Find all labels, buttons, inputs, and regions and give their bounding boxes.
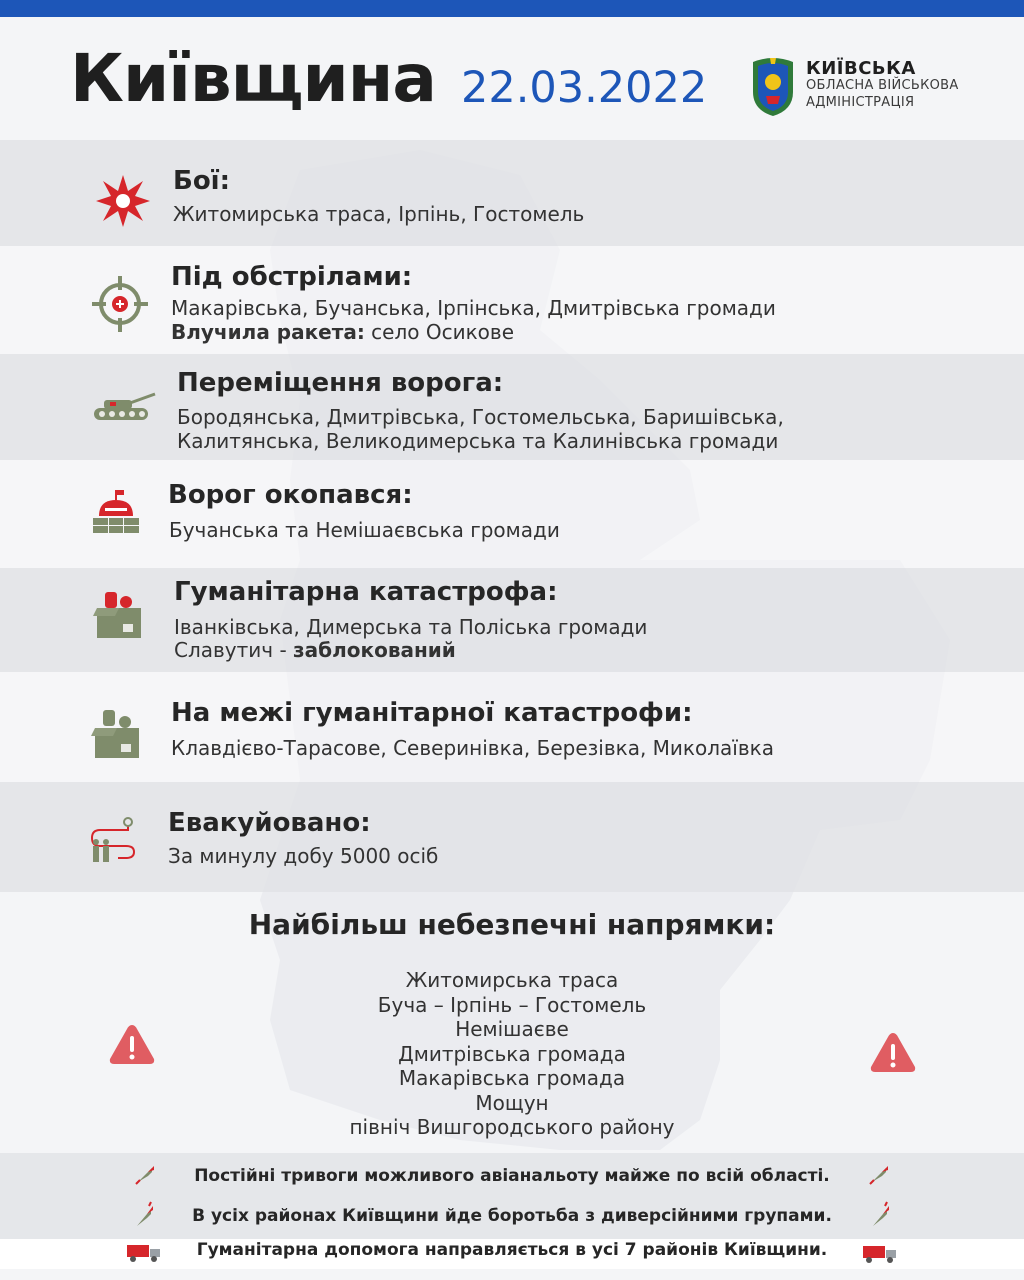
entrenched-text: Бучанська та Немішаєвська громади [169, 518, 560, 542]
target-icon [92, 276, 148, 332]
warning-icon [108, 1022, 156, 1066]
near-catastrophe-title: На межі гуманітарної катастрофи: [171, 698, 693, 728]
list-item: Дмитрівська громада [398, 1041, 626, 1066]
list-item: Немішаєве [455, 1017, 569, 1041]
shelling-title: Під обстрілами: [171, 262, 413, 292]
slavutych-status: заблокований [293, 638, 456, 662]
truck-icon [862, 1244, 898, 1264]
administration-logo-text [806, 60, 959, 111]
coat-of-arms-icon [748, 56, 798, 118]
fights-text: Житомирська траса, Ірпінь, Гостомель [173, 202, 585, 226]
explosion-icon [95, 173, 151, 229]
list-item: Макарівська громада [398, 1066, 626, 1090]
bunker-icon [91, 488, 141, 536]
aid-box-icon [91, 706, 143, 760]
enemy-movement-text-1: Бородянська, Дмитрівська, Гостомельська, Баришівська, [177, 405, 784, 429]
evacuation-icon [88, 816, 140, 864]
aid-box-icon [93, 584, 145, 640]
list-item: Мощун [475, 1090, 549, 1115]
humanitarian-catastrophe-title: Гуманітарна катастрофа: [174, 577, 558, 607]
footer-sabotage-groups: В усіх районах Київщини йде боротьба з диверсійними групами. [192, 1206, 832, 1226]
logo-line-3: АДМІНІСТРАЦІЯ [806, 95, 915, 110]
section-evacuated [0, 782, 1024, 892]
logo-line-1: КИЇВСЬКА [806, 58, 916, 79]
page-title: Київщина [70, 40, 436, 117]
list-item: Житомирська траса [405, 968, 619, 992]
evacuated-title: Евакуйовано: [168, 808, 371, 838]
fights-title: Бої: [173, 166, 230, 196]
top-accent-bar [0, 0, 1024, 17]
report-date: 22.03.2022 [461, 63, 708, 113]
humanitarian-catastrophe-text: Іванківська, Димерська та Поліська громади [174, 615, 648, 639]
logo-line-2: ОБЛАСНА ВІЙСЬКОВА [806, 78, 959, 93]
footer-humanitarian-aid: Гуманітарна допомога направляється в усі 7 районів Київщини. [196, 1240, 828, 1260]
footer-air-raid-alerts: Постійні тривоги можливого авіанальоту майже по всій області. [194, 1166, 830, 1186]
tank-icon [92, 390, 156, 426]
enemy-movement-title: Переміщення ворога: [177, 368, 504, 398]
missile-label: Влучила ракета: [171, 320, 365, 344]
section-near-catastrophe [0, 672, 1024, 782]
danger-directions-title: Найбільш небезпечні напрямки: [248, 908, 776, 941]
section-shelling [0, 246, 1024, 354]
section-entrenched [0, 460, 1024, 568]
list-item: північ Вишгородського району [349, 1115, 675, 1139]
section-humanitarian-catastrophe [0, 568, 1024, 672]
missile-location: село Осикове [364, 320, 515, 344]
slavutych-name: Славутич - [174, 638, 294, 662]
section-enemy-movement [0, 354, 1024, 460]
entrenched-title: Ворог окопався: [168, 480, 413, 510]
near-catastrophe-text: Клавдієво-Тарасове, Северинівка, Березівка, Миколаївка [171, 736, 774, 760]
enemy-movement-text-2: Калитянська, Великодимерська та Калинівська громади [177, 429, 779, 453]
missile-icon [869, 1200, 893, 1230]
section-fights [0, 140, 1024, 246]
shelling-text: Макарівська, Бучанська, Ірпінська, Дмитрівська громади [171, 296, 776, 320]
slavutych-line [174, 638, 456, 662]
warning-icon [869, 1030, 917, 1074]
list-item: Буча – Ірпінь – Гостомель [377, 992, 647, 1017]
evacuated-text: За минулу добу 5000 осіб [168, 844, 439, 868]
shelling-missile-line [171, 320, 514, 344]
missile-icon [868, 1164, 890, 1186]
